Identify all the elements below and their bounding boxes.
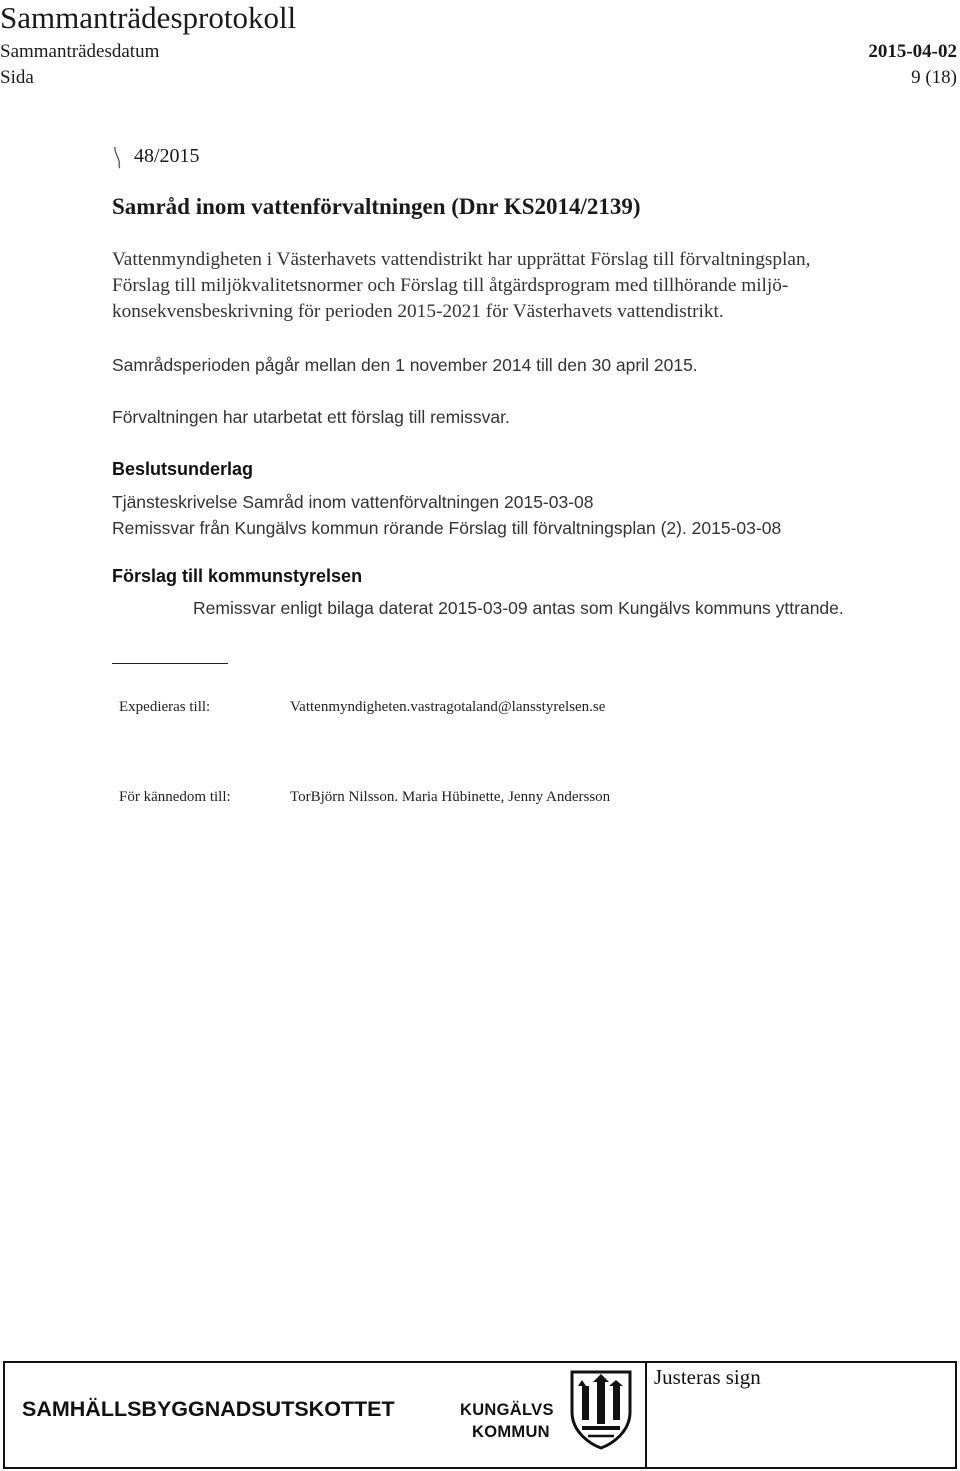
footer-divider (645, 1361, 647, 1469)
intro-line: Vattenmyndigheten i Västerhavets vattendistrikt har upprättat Förslag till förvaltningsplan, (112, 249, 811, 270)
signature-label: Justeras sign (654, 1365, 761, 1389)
logo-text-line1: KUNGÄLVS (460, 1401, 554, 1419)
document-title: Sammanträdesprotokoll (0, 0, 297, 35)
intro-line: konsekvensbeskrivning för perioden 2015-2021 för Västerhavets vattendistrikt. (112, 301, 724, 322)
committee-name: SAMHÄLLSBYGGNADSUTSKOTTET (22, 1397, 395, 1421)
decision-basis-heading: Beslutsunderlag (112, 459, 254, 479)
sent-to-label: Expedieras till: (119, 699, 211, 715)
municipality-logo (458, 1366, 638, 1466)
meeting-date-label: Sammanträdesdatum (0, 41, 160, 62)
page-label: Sida (0, 67, 34, 88)
section-heading: Samråd inom vattenförvaltningen (Dnr KS2014/2139) (112, 194, 641, 219)
decision-basis-item: Tjänsteskrivelse Samråd inom vattenförvaltningen 2015-03-08 (112, 492, 594, 512)
for-information-value: TorBjörn Nilsson. Maria Hübinette, Jenny Andersson (290, 789, 611, 805)
proposal-text: Remissvar enligt bilaga daterat 2015-03-09 antas som Kungälvs kommuns yttrande. (193, 598, 844, 618)
for-information-label: För kännedom till: (119, 789, 231, 805)
consultation-period-text: Samrådsperioden pågår mellan den 1 november 2014 till den 30 april 2015. (112, 355, 698, 375)
coat-of-arms-icon (568, 1368, 634, 1455)
proposal-heading: Förslag till kommunstyrelsen (112, 566, 363, 586)
decision-basis-item: Remissvar från Kungälvs kommun rörande Förslag till förvaltningsplan (2). 2015-03-08 (112, 518, 782, 538)
intro-line: Förslag till miljökvalitetsnormer och Förslag till åtgärdsprogram med tillhörande miljö- (112, 275, 789, 296)
meeting-date-value: 2015-04-02 (868, 41, 957, 62)
administration-text: Förvaltningen har utarbetat ett förslag till remissvar. (112, 407, 510, 427)
logo-text-line2: KOMMUN (472, 1423, 550, 1441)
section-number: 48/2015 (134, 145, 200, 167)
section-number-row (112, 143, 200, 169)
sent-to-value: Vattenmyndigheten.vastragotaland@lansstyrelsen.se (290, 699, 606, 715)
section-mark-icon (112, 143, 128, 169)
separator-rule (112, 663, 228, 664)
page-number: 9 (18) (911, 67, 957, 88)
